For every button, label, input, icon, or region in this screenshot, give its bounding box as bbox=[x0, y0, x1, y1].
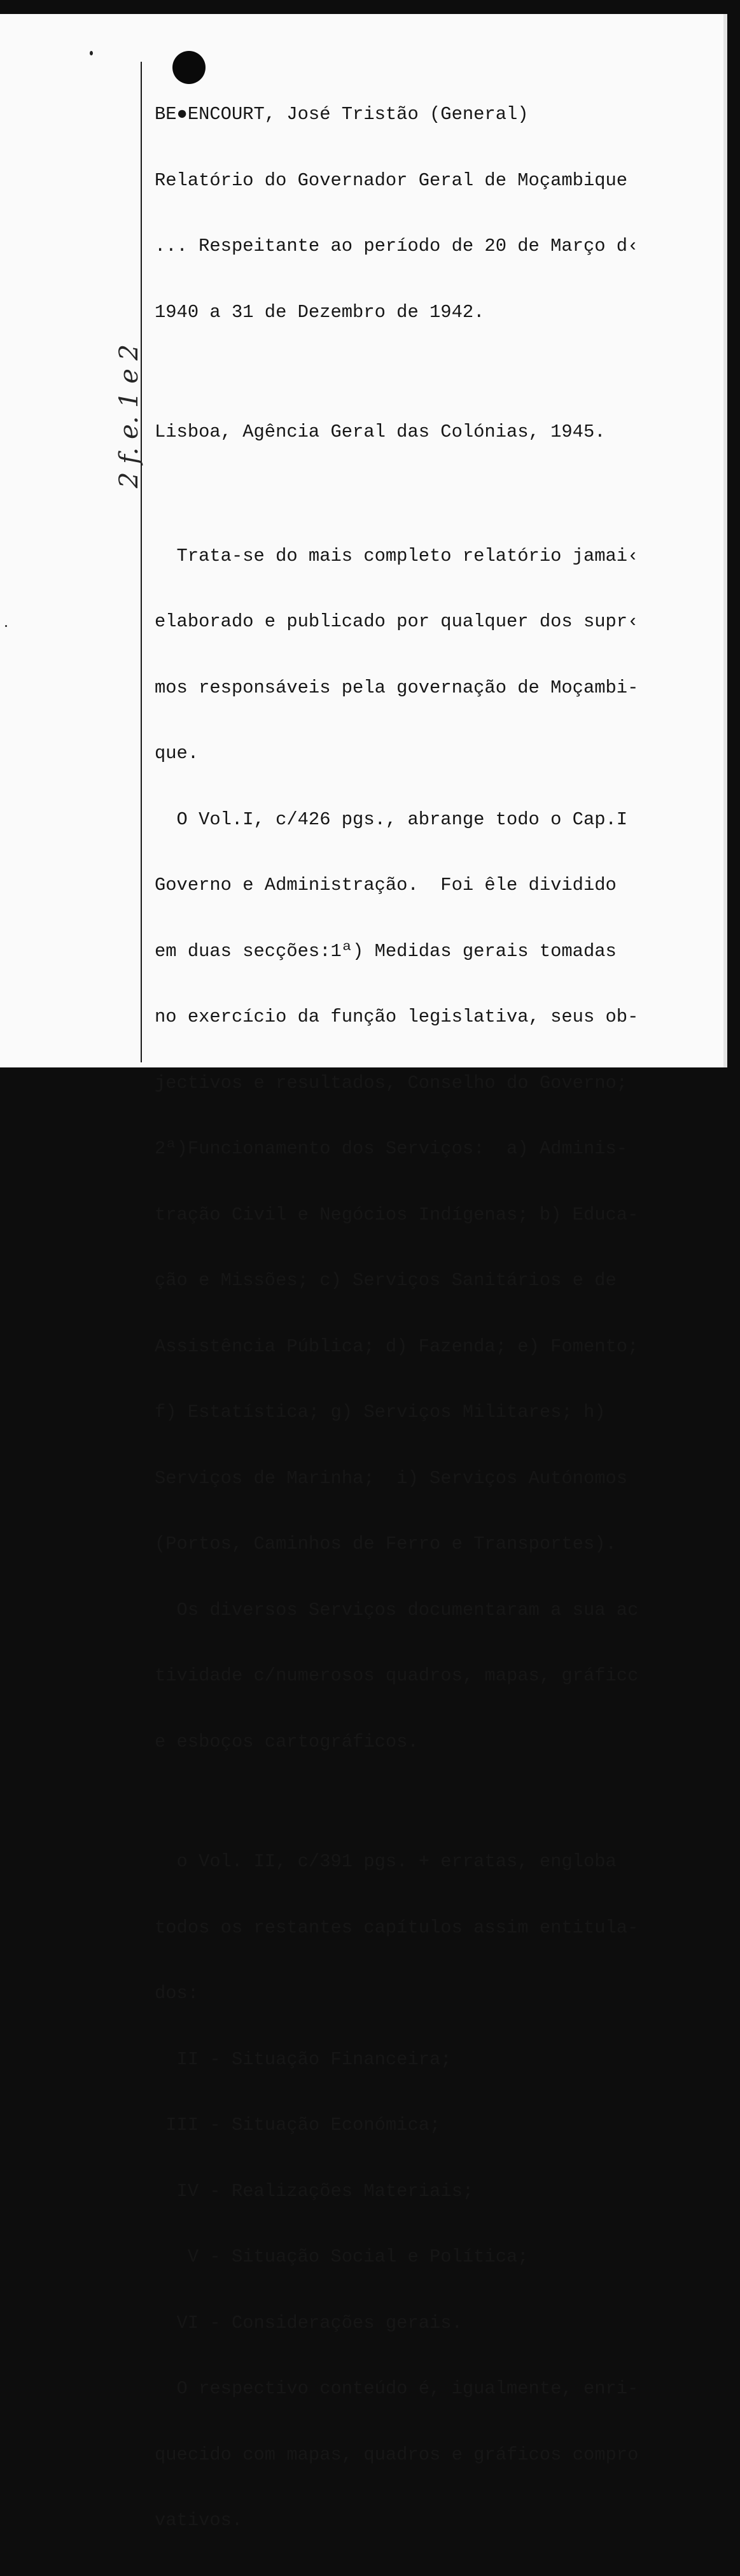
chapter-item: III - Situação Económica; bbox=[155, 2115, 441, 2136]
catalog-card-text bbox=[155, 60, 638, 2576]
vol1-line: jectivos e resultados, Conselho do Governo; bbox=[155, 1072, 628, 1094]
handwritten-margin-note bbox=[113, 313, 151, 491]
vol1-line: Serviços de Marinha; i) Serviços Autónomos bbox=[155, 1467, 628, 1489]
chapter-item: II - Situação Financeira; bbox=[155, 2048, 452, 2070]
vol1-line: O Vol.I, c/426 pgs., abrange todo o Cap.I bbox=[155, 808, 628, 830]
spacer bbox=[155, 367, 638, 377]
intro-line: Trata-se do mais completo relatório jamai‹ bbox=[155, 545, 639, 567]
chapter-item: IV - Realizações Materiais; bbox=[155, 2180, 474, 2202]
margin-rule bbox=[141, 62, 142, 1062]
chapter-item: VI - Considerações gerais. bbox=[155, 2312, 463, 2333]
vol1-line: f) Estatística; g) Serviços Militares; h) bbox=[155, 1402, 606, 1423]
chapter-item: V - Situação Social e Política; bbox=[155, 2246, 529, 2267]
vol1-line: em duas secções:1ª) Medidas gerais tomadas bbox=[155, 940, 617, 962]
vol1-line: tividade c/numerosos quadros, mapas, gráficc bbox=[155, 1665, 639, 1686]
intro-line: que. bbox=[155, 743, 199, 764]
vol1-line: e esboços cartográficos. bbox=[155, 1731, 419, 1752]
title-line: 1940 a 31 de Dezembro de 1942. bbox=[155, 301, 485, 323]
vol2-line: dos: bbox=[155, 1983, 199, 2004]
spacer bbox=[155, 1797, 638, 1807]
vol1-line: tração Civil e Negócios Indígenas; b) Educa- bbox=[155, 1204, 639, 1225]
vol1-line: no exercício da função legislativa, seus ob- bbox=[155, 1006, 639, 1027]
intro-line: mos responsáveis pela governação de Moçambi- bbox=[155, 677, 639, 698]
title-line: ... Respeitante ao período de 20 de Março d‹ bbox=[155, 236, 639, 257]
title-line: Relatório do Governador Geral de Moçambique bbox=[155, 169, 628, 191]
vol1-line: Assistência Pública; d) Fazenda; e) Fomento; bbox=[155, 1335, 639, 1357]
vol1-line: Governo e Administração. Foi êle dividido bbox=[155, 875, 617, 896]
vol2-line: vativos. bbox=[155, 2510, 243, 2531]
vol1-line: (Portos, Caminhos de Ferro e Transportes). bbox=[155, 1533, 617, 1554]
intro-line: elaborado e publicado por qualquer dos supr‹ bbox=[155, 611, 639, 632]
vol1-line: 2ª)Funcionamento dos Serviços: a) Adminis- bbox=[155, 1138, 628, 1159]
vol2-line: o Vol. II, c/391 pgs. + erratas, engloba bbox=[155, 1851, 617, 1872]
spacer bbox=[155, 488, 638, 502]
vol2-line: todos os restantes capítulos assim entitula- bbox=[155, 1917, 639, 1938]
vol1-line: Os diversos Serviços documentaram a sua ac bbox=[155, 1599, 639, 1621]
author-heading: BE●ENCOURT, José Tristão (General) bbox=[155, 104, 529, 125]
ink-speck bbox=[90, 51, 93, 55]
scanned-page bbox=[0, 14, 727, 2531]
vol2-line: quecido com mapas, quadros e gráficos compro bbox=[155, 2444, 639, 2465]
vol1-line: ção e Missões; c) Serviços Sanitários e de bbox=[155, 1270, 617, 1291]
vol2-line: O respectivo conteúdo é, igualmente, enri- bbox=[155, 2378, 639, 2399]
imprint-line: Lisboa, Agência Geral das Colónias, 1945. bbox=[155, 421, 606, 442]
ink-speck bbox=[5, 625, 7, 627]
margin-annotation-text: 2 f. e. 1 e 2 bbox=[115, 344, 144, 488]
page-edge bbox=[723, 14, 727, 1067]
